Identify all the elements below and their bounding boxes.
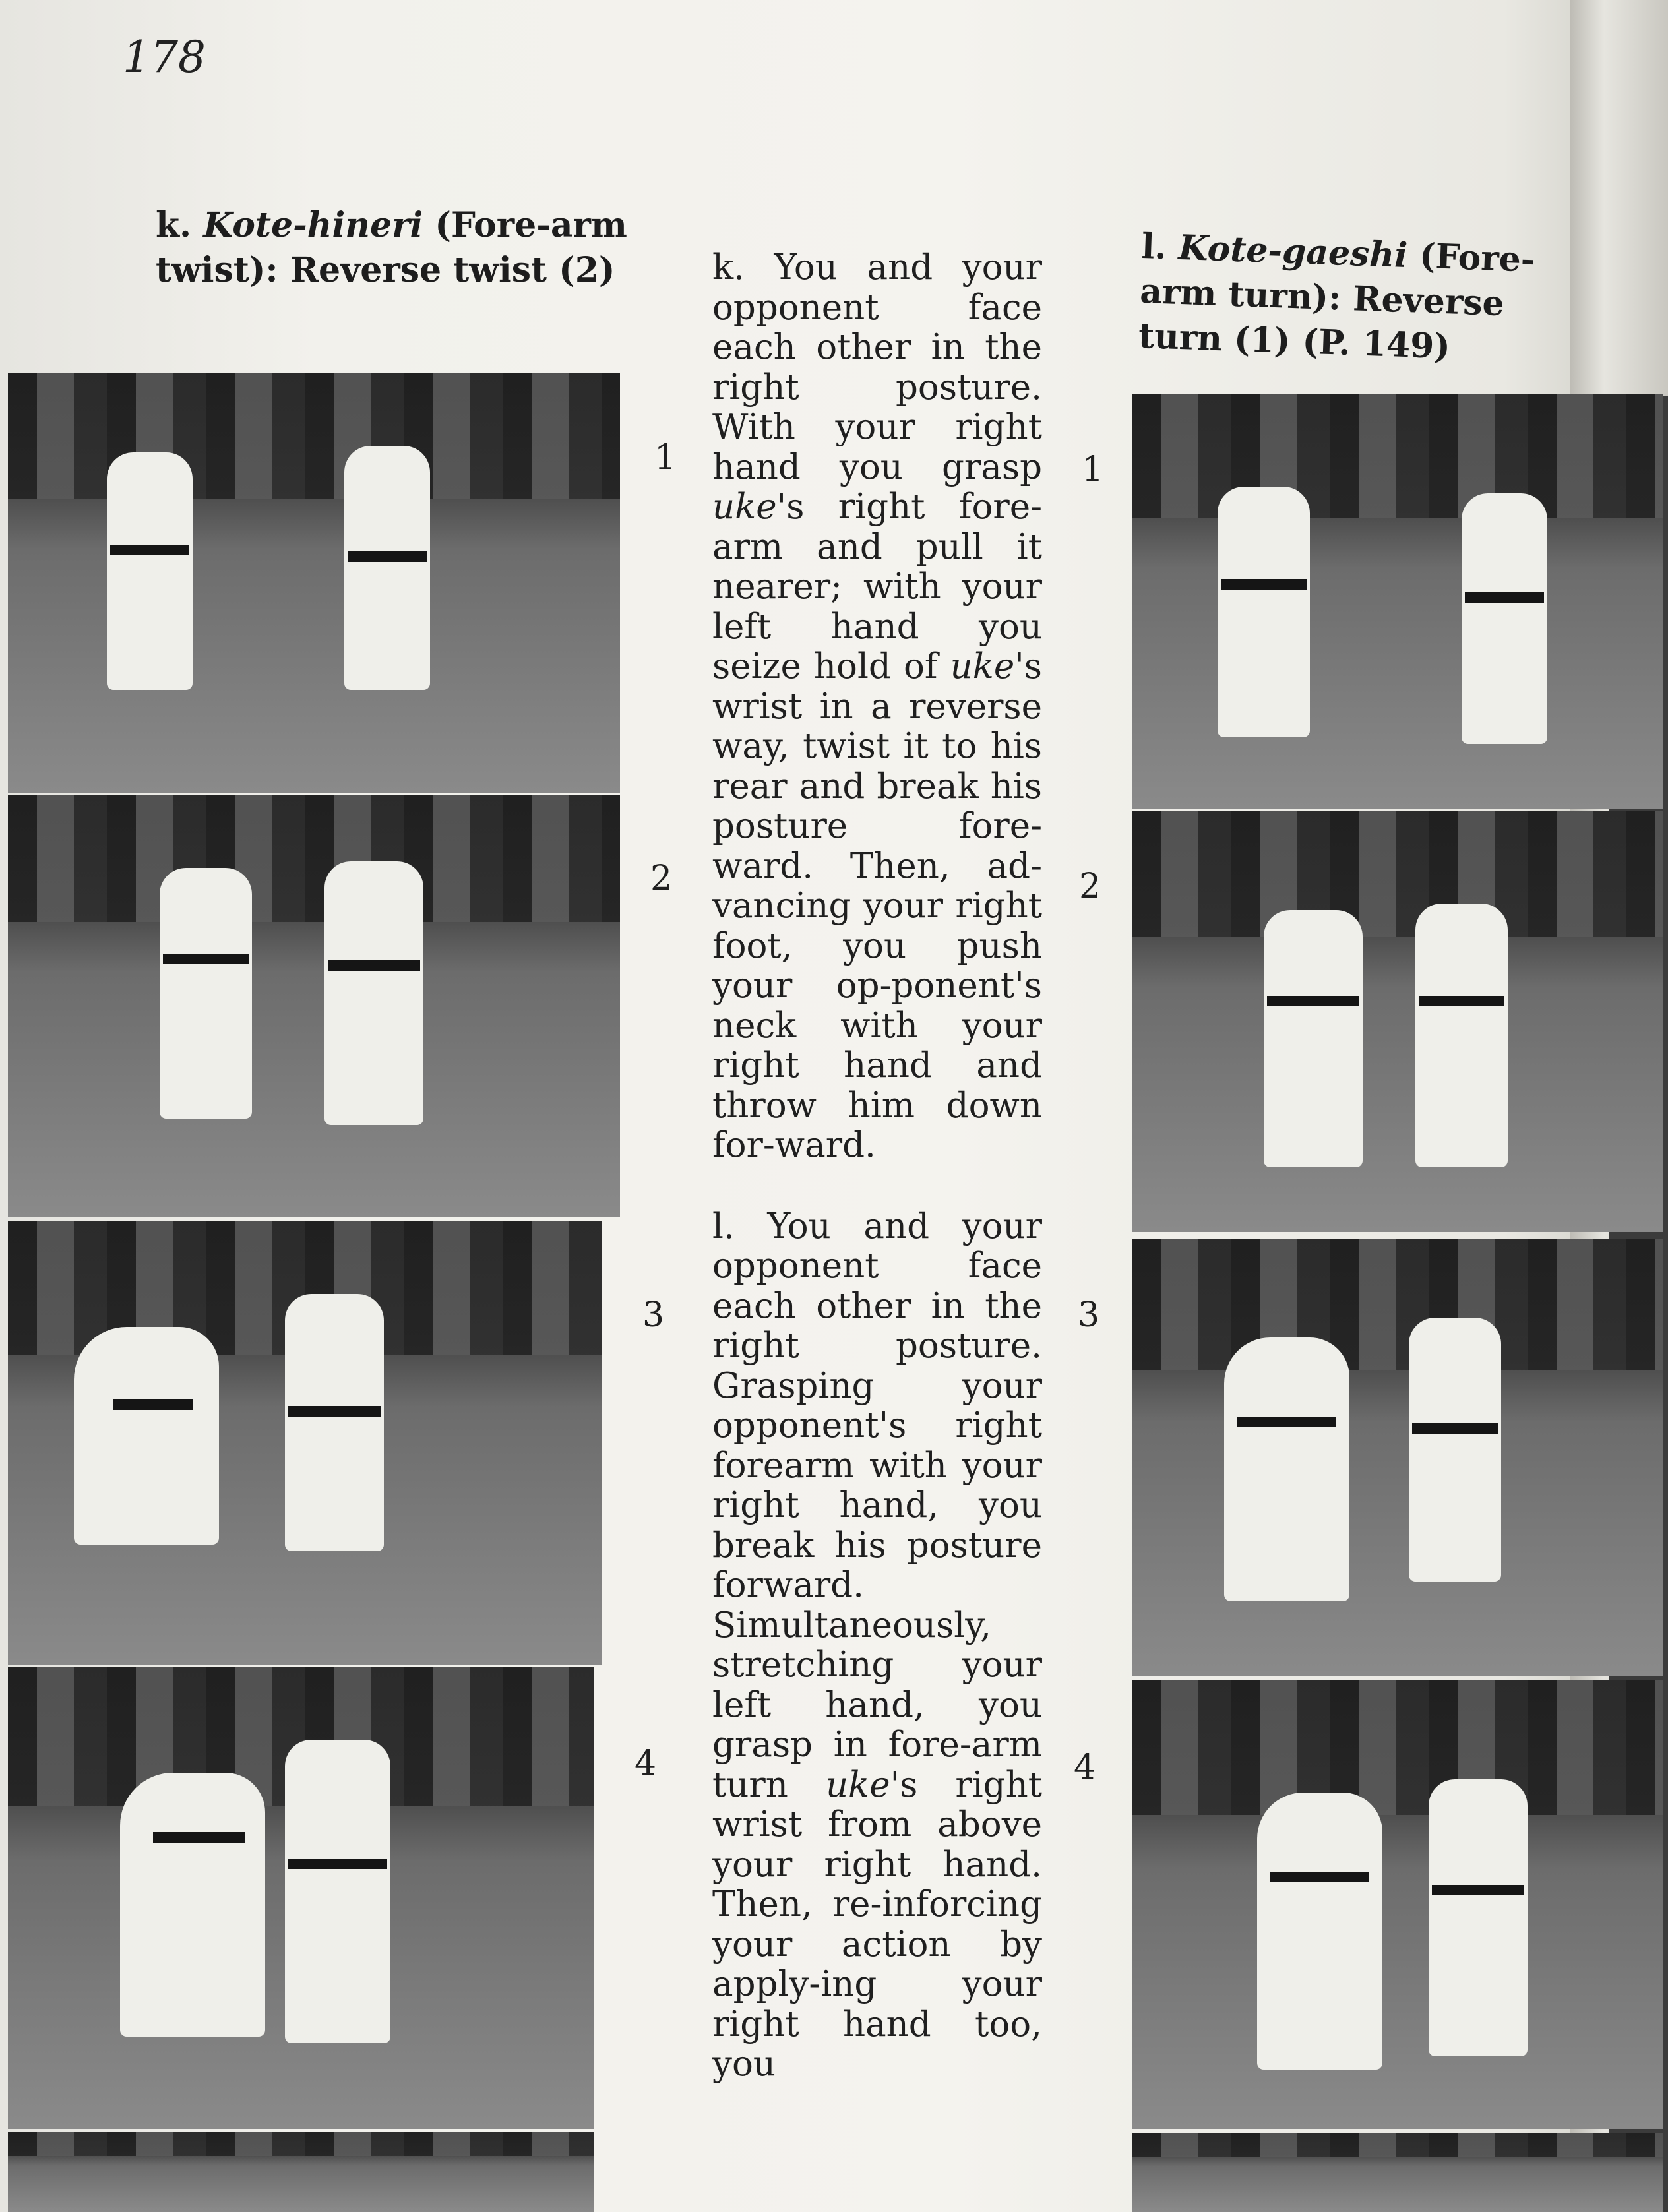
section-k-term: Kote-hineri [203, 205, 423, 245]
photo-l-1 [1132, 394, 1663, 809]
figure-label-l-3: 3 [1078, 1295, 1100, 1335]
photo-k-1 [8, 373, 620, 793]
figure-label-k-2: 2 [650, 859, 673, 898]
photo-k-4 [8, 1667, 594, 2129]
photo-k-3 [8, 1221, 602, 1665]
section-l-term: Kote-gaeshi [1177, 227, 1409, 276]
description-k: k. You and your opponent face each other in the right posture. With your right hand you grasp uke's right fore-arm and pull it nearer; with your left hand you seize hold of uke's wrist in a reverse way, twist it to his rear and break his posture fore-ward. Then, ad-vancing your right foot, you push your op-ponent's neck with your right hand and throw him down for-ward. [712, 247, 1042, 1165]
photo-l-2 [1132, 811, 1663, 1232]
figure-label-k-1: 1 [654, 438, 677, 477]
figure-label-k-3: 3 [642, 1295, 665, 1335]
section-k-subtitle: (Fore-arm twist): Reverse twist (2) [156, 205, 627, 290]
page-number: 178 [123, 32, 206, 82]
section-l-subtitle: (Fore-arm turn): Reverse turn (1) (P. 149) [1138, 235, 1536, 367]
description-l: l. You and your opponent face each other in the right posture. Grasping your opponent's right forearm with your right hand, you break his posture forward. Simultaneously, stretching your left hand, you grasp in fore-arm turn uke's right wrist from above your right hand. Then, re-inforcing your action by apply-ing your right hand too, you [712, 1206, 1043, 2084]
section-k-heading [156, 203, 631, 293]
photo-l-3 [1132, 1239, 1663, 1676]
figure-label-l-2: 2 [1079, 867, 1101, 906]
figure-label-k-4: 4 [634, 1744, 657, 1783]
photo-k-5-partial [8, 2132, 594, 2212]
photo-l-5-partial [1132, 2133, 1663, 2212]
figure-label-l-4: 4 [1074, 1748, 1096, 1787]
photo-k-2 [8, 795, 620, 1217]
section-l-letter: l. [1140, 226, 1167, 268]
description-column [712, 248, 1042, 2126]
figure-label-l-1: 1 [1082, 450, 1104, 489]
section-l-heading [1138, 224, 1558, 373]
section-k-letter: k. [156, 205, 192, 245]
photo-l-4 [1132, 1680, 1663, 2129]
